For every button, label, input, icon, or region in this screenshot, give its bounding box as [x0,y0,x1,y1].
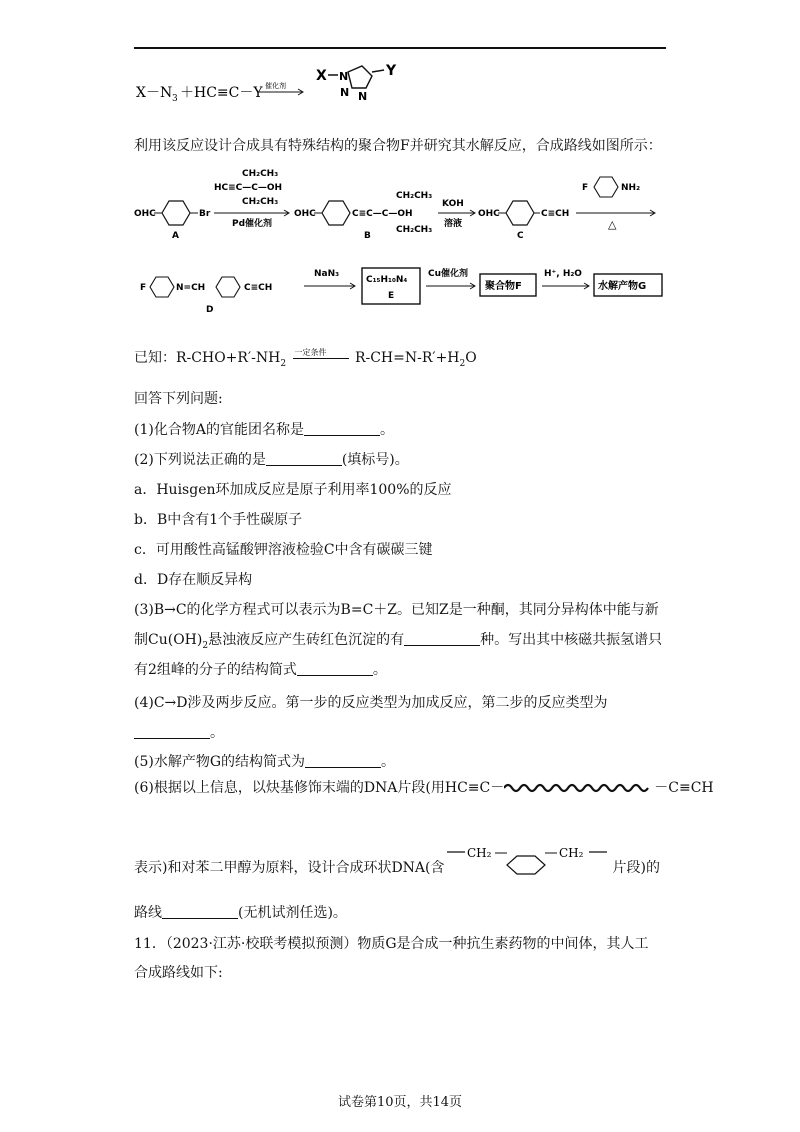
c-ohc: OHC [478,209,500,219]
q4-line1: (4)C→D涉及两步反应。第一步的反应类型为加成反应，第二步的反应类型为 [134,695,608,711]
compound-e-label: E [388,291,395,301]
cu-catalyst: Cu催化剂 [428,269,469,279]
ring-n3: N [358,90,368,103]
q4-end: 。 [210,725,224,741]
known-sub2b: 2 [459,358,466,369]
b-mid: C≡C—C—OH [352,209,413,219]
option-d: d．D存在顺反异构 [134,572,253,588]
q1-text: (1)化合物A的官能团名称是 [134,422,304,438]
nan3-label: NaN₃ [314,269,340,279]
triazole-ring [316,63,397,103]
question-2 [134,450,409,470]
heat-symbol: △ [608,218,617,231]
q2-end: (填标号)。 [341,452,409,468]
huisgen-reaction [130,58,410,108]
xylylene-fragment [445,846,613,890]
compound-a-label: A [172,231,179,241]
q6-line1 [134,778,714,798]
question-1 [134,420,394,440]
ring-n2: N [340,86,350,99]
synthesis-scheme-row2 [134,262,666,318]
q4-line2 [134,723,224,743]
q11-line2: 合成路线如下: [134,965,223,981]
b-top: CH₂CH₃ [396,191,433,201]
a-br: Br [199,209,211,219]
synthesis-scheme-row1 [134,160,666,242]
fa-f: F [582,183,589,193]
ring-x: X [316,68,327,84]
q3-line2-end: 种。写出其中核磁共振氢谱只 [480,632,663,648]
q3-line1: (3)B→C的化学方程式可以表示为B=C＋Z。已知Z是一种酮，其同分异构体中能与新 [134,602,659,618]
q6-line2-text: 表示)和对苯二甲醇为原料，设计合成环状DNA(含 [134,860,445,876]
q6-line1-text: (6)根据以上信息，以炔基修饰末端的DNA片段(用 [134,780,445,796]
koh-solution: 溶液 [444,219,463,229]
option-a: a．Huisgen环加成反应是原子利用率100%的反应 [134,482,452,498]
known-end: O [465,350,477,366]
b-bot: CH₂CH₃ [396,225,433,235]
q6-line2-end: 片段)的 [612,860,660,876]
compound-b-label: B [364,231,371,241]
ch2-left: CH₂ [466,846,491,860]
q3-cuoh: 制Cu(OH) [134,632,203,648]
d-alkyne: C≡CH [244,283,273,293]
q6-line3 [134,903,347,923]
option-b: b．B中含有1个手性碳原子 [134,512,303,528]
ring-n1: N [339,70,349,83]
dna-wavy-strand [504,782,654,794]
q2-text: (2)下列说法正确的是 [134,452,266,468]
q3-line3 [134,660,387,680]
catalyst-label: 催化剂 [265,82,286,90]
ch2-right: CH₂ [558,846,583,860]
known-sub2: 2 [280,358,287,369]
q5-end: 。 [381,754,396,770]
reagent-bot: CH₂CH₃ [242,197,279,207]
q11-line1: 11．（2023·江苏·校联考模拟预测）物质G是合成一种抗生素药物的中间体，其人工 [134,936,649,952]
q3-blank-count[interactable] [404,631,480,646]
fa-nh2: NH₂ [621,183,641,193]
huisgen-sub: 3 [172,94,178,104]
intro-text: 利用该反应设计合成具有特殊结构的聚合物F并研究其水解反应，合成路线如图所示： [134,138,662,154]
q5-text: (5)水解产物G的结构简式为 [134,754,306,770]
question-5 [134,752,395,772]
q6-line3-pre: 路线 [134,905,162,921]
page-footer: 试卷第10页，共14页 [337,1095,463,1110]
header-rule [134,47,666,49]
q6-line3-end: (无机试剂任选)。 [238,905,347,921]
known-reaction [134,348,477,374]
known-suffix: R-CH=N-R′+H [350,350,460,366]
d-imine: N=CH [176,283,206,293]
q3-mid: 悬浊液反应产生砖红色沉淀的有 [208,632,405,648]
b-ohc: OHC [294,209,316,219]
d-f: F [140,283,147,293]
condition-arrow [291,348,351,365]
q3-blank-structure[interactable] [297,661,373,676]
acid-water: H⁺, H₂O [544,269,582,279]
q3-line3-end: 。 [372,662,387,678]
pd-catalyst: Pd催化剂 [232,219,273,229]
dna-left-alkyne: HC≡C－ [444,780,505,796]
q6-blank-route[interactable] [162,904,238,919]
hydrolysis-g: 水解产物G [598,281,647,292]
c-alkyne: C≡CH [541,209,570,219]
q1-end: 。 [379,422,394,438]
q3-line3-text: 有2组峰的分子的结构简式 [134,662,297,678]
q3-sub: 2 [202,640,209,651]
ring-y: Y [386,63,397,79]
q1-blank[interactable] [304,421,380,436]
e-formula: C₁₅H₁₀N₄ [366,275,408,285]
reagent-top: CH₂CH₃ [242,169,279,179]
reagent-mid: HC≡C—C—OH [214,183,283,193]
koh-label: KOH [442,199,464,209]
q6-line2 [134,846,660,890]
q5-blank[interactable] [305,753,381,768]
option-c: c．可用酸性高锰酸钾溶液检验C中含有碳碳三键 [134,542,433,558]
q4-blank[interactable] [134,724,210,739]
compound-d-label: D [206,305,214,315]
condition-label: 一定条件 [294,348,327,357]
dna-right-alkyne: －C≡CH [654,780,714,796]
polymer-f: 聚合物F [485,281,522,292]
q3-line2 [134,630,662,656]
answer-intro: 回答下列问题: [134,391,223,407]
compound-c-label: C [517,231,524,241]
a-ohc: OHC [134,209,156,219]
known-prefix: 已知：R-CHO+R′-NH [134,350,281,366]
q2-blank[interactable] [266,451,342,466]
huisgen-left: X－N [136,85,173,101]
huisgen-mid: ＋HC≡C－Y [180,85,263,101]
